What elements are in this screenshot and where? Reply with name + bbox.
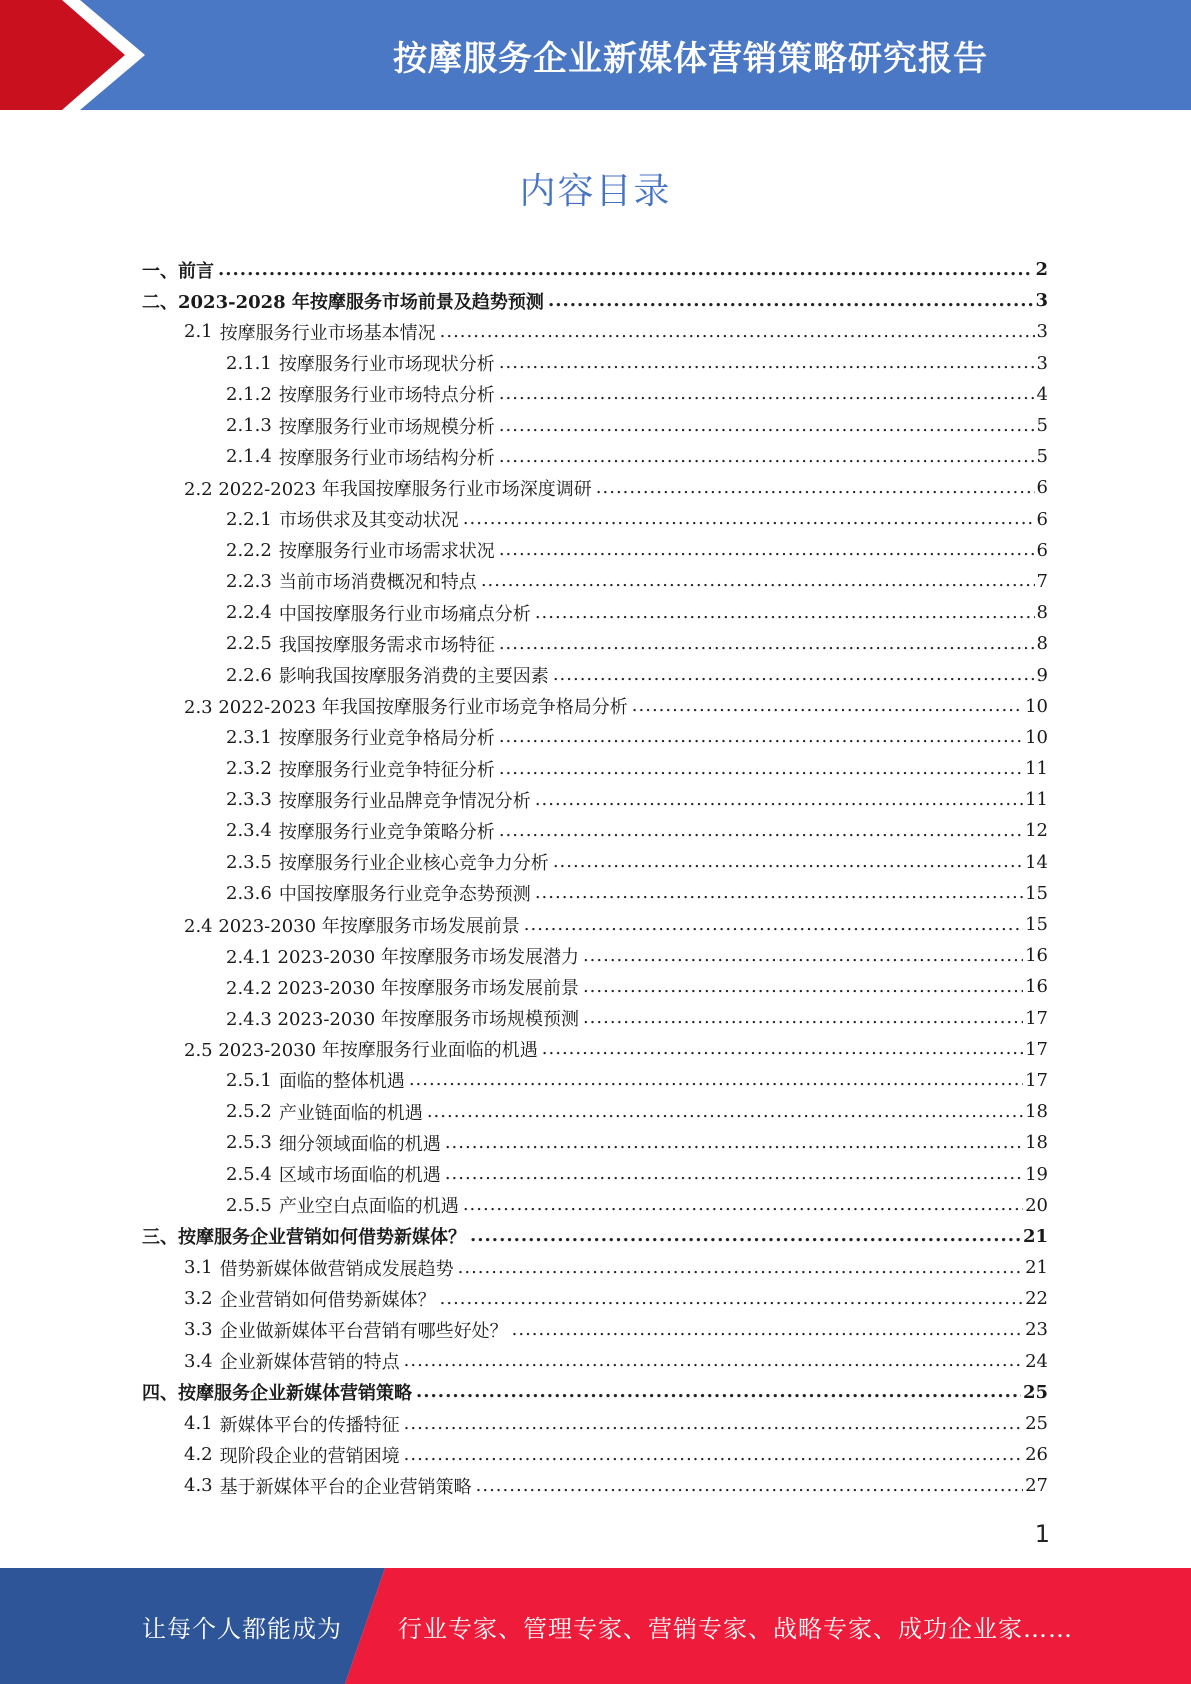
toc-entry-page: 11 [1025, 789, 1048, 811]
toc-dot-leader [404, 1413, 1023, 1435]
footer-slogan-left: 让每个人都能成为 [142, 1614, 342, 1643]
toc-entry-number: 3.4 [184, 1350, 213, 1372]
toc-entry-title: 中国按摩服务行业市场痛点分析 [278, 603, 531, 625]
toc-entry[interactable] [142, 659, 1048, 690]
toc-entry-title: 市场供求及其变动状况 [278, 510, 459, 532]
toc-dot-leader [553, 664, 1035, 686]
toc-entry[interactable] [142, 1221, 1048, 1252]
toc-entry-page: 10 [1025, 726, 1048, 748]
toc-entry-page: 15 [1025, 882, 1048, 904]
table-of-contents [142, 254, 1048, 1502]
toc-entry-page: 27 [1025, 1475, 1048, 1497]
toc-dot-leader [512, 1319, 1023, 1341]
toc-entry-number: 2.1.4 [226, 446, 272, 468]
toc-dot-leader [499, 446, 1035, 468]
toc-entry-page: 26 [1025, 1444, 1048, 1466]
toc-entry-number: 2.1.2 [226, 383, 272, 405]
toc-dot-leader [409, 1069, 1023, 1091]
toc-entry-page: 5 [1036, 446, 1048, 468]
toc-entry[interactable] [142, 1470, 1048, 1501]
toc-entry-page: 4 [1036, 383, 1048, 405]
toc-entry[interactable] [142, 379, 1048, 410]
toc-entry-title: 按摩服务行业市场规模分析 [278, 416, 495, 438]
toc-dot-leader [542, 1038, 1023, 1060]
toc-entry-title: 按摩服务行业竞争格局分析 [278, 728, 495, 750]
toc-dot-leader [553, 851, 1023, 873]
toc-dot-leader [583, 945, 1023, 967]
toc-entry[interactable] [142, 1065, 1048, 1096]
toc-entry-page: 8 [1036, 602, 1048, 624]
toc-entry-number: 2.2.6 [226, 664, 272, 686]
toc-entry-title: 按摩服务行业市场现状分析 [278, 354, 495, 376]
toc-dot-leader [476, 1475, 1023, 1497]
toc-entry[interactable] [142, 285, 1048, 316]
toc-entry[interactable] [142, 878, 1048, 909]
toc-entry-title: 面临的整体机遇 [278, 1071, 405, 1093]
toc-dot-leader [535, 602, 1035, 624]
toc-entry[interactable] [142, 1096, 1048, 1127]
toc-entry-number: 2.5.4 [226, 1163, 272, 1185]
toc-dot-leader [440, 1288, 1023, 1310]
toc-entry[interactable] [142, 254, 1048, 285]
toc-entry-title: 2.4.1 2023-2030 年按摩服务市场发展潜力 [226, 946, 579, 968]
toc-entry-page: 17 [1025, 1038, 1048, 1060]
toc-entry-number: 2.1 [184, 321, 213, 343]
toc-entry[interactable] [142, 722, 1048, 753]
toc-entry[interactable] [142, 1158, 1048, 1189]
toc-dot-leader [499, 383, 1035, 405]
toc-entry[interactable] [142, 971, 1048, 1002]
toc-entry-number: 3.2 [184, 1288, 213, 1310]
footer-banner [0, 1568, 1191, 1684]
toc-entry-page: 18 [1025, 1132, 1048, 1154]
toc-dot-leader [463, 1194, 1023, 1216]
toc-entry-page: 25 [1025, 1413, 1048, 1435]
toc-entry[interactable] [142, 472, 1048, 503]
toc-dot-leader [416, 1381, 1021, 1403]
toc-entry-title: 按摩服务行业市场特点分析 [278, 385, 495, 407]
toc-dot-leader [218, 259, 1033, 281]
toc-entry-page: 3 [1035, 290, 1048, 312]
toc-entry[interactable] [142, 940, 1048, 971]
toc-dot-leader [535, 789, 1023, 811]
toc-entry-page: 10 [1025, 695, 1048, 717]
toc-dot-leader [524, 914, 1023, 936]
toc-entry-page: 18 [1025, 1101, 1048, 1123]
toc-entry-page: 6 [1036, 539, 1048, 561]
toc-entry-title: 按摩服务行业企业核心竞争力分析 [278, 853, 549, 875]
toc-entry-title: 基于新媒体平台的企业营销策略 [219, 1476, 472, 1498]
toc-entry-page: 16 [1025, 945, 1048, 967]
toc-entry-title: 按摩服务行业品牌竞争情况分析 [278, 790, 531, 812]
toc-entry-page: 9 [1036, 664, 1048, 686]
header-banner [0, 0, 1191, 110]
toc-entry-number: 3.1 [184, 1257, 213, 1279]
toc-entry-number: 2.3.6 [226, 882, 272, 904]
toc-entry-title: 现阶段企业的营销困境 [219, 1445, 400, 1467]
toc-entry-page: 22 [1025, 1288, 1048, 1310]
toc-entry[interactable] [142, 753, 1048, 784]
toc-entry[interactable] [142, 691, 1048, 722]
toc-entry-title: 企业新媒体营销的特点 [219, 1352, 400, 1374]
toc-entry-title: 2.3 2022-2023 年我国按摩服务行业市场竞争格局分析 [184, 697, 628, 719]
header-arrow-icon [0, 0, 200, 110]
toc-entry[interactable] [142, 535, 1048, 566]
toc-entry-title: 2.4 2023-2030 年按摩服务市场发展前景 [184, 915, 520, 937]
toc-entry-number: 2.5.3 [226, 1132, 272, 1154]
toc-entry-number: 2.3.4 [226, 820, 272, 842]
toc-title: 内容目录 [519, 171, 672, 212]
toc-dot-leader [404, 1350, 1023, 1372]
toc-dot-leader [470, 1225, 1021, 1247]
toc-entry[interactable] [142, 410, 1048, 441]
toc-entry-title: 区域市场面临的机遇 [278, 1165, 441, 1187]
toc-entry[interactable] [142, 1252, 1048, 1283]
toc-entry-title: 新媒体平台的传播特征 [219, 1414, 400, 1436]
toc-dot-leader [499, 758, 1023, 780]
toc-entry-title: 按摩服务行业竞争策略分析 [278, 821, 495, 843]
toc-dot-leader [499, 415, 1035, 437]
header-title: 按摩服务企业新媒体营销策略研究报告 [393, 38, 988, 79]
toc-dot-leader [481, 570, 1035, 592]
toc-entry[interactable] [142, 1190, 1048, 1221]
toc-entry-number: 2.2.5 [226, 633, 272, 655]
toc-dot-leader [404, 1444, 1023, 1466]
toc-dot-leader [499, 726, 1023, 748]
toc-entry-page: 23 [1025, 1319, 1048, 1341]
toc-entry[interactable] [142, 1314, 1048, 1345]
toc-entry[interactable] [142, 1439, 1048, 1470]
toc-entry[interactable] [142, 1127, 1048, 1158]
toc-entry-number: 2.3.3 [226, 789, 272, 811]
toc-entry-page: 5 [1036, 415, 1048, 437]
toc-dot-leader [583, 976, 1023, 998]
toc-dot-leader [596, 477, 1035, 499]
toc-entry[interactable] [142, 597, 1048, 628]
toc-entry-title: 中国按摩服务行业竞争态势预测 [278, 884, 531, 906]
toc-entry-number: 2.5.2 [226, 1101, 272, 1123]
toc-dot-leader [499, 633, 1035, 655]
toc-entry-number: 2.3.1 [226, 726, 272, 748]
toc-entry-page: 21 [1025, 1257, 1048, 1279]
toc-entry[interactable] [142, 1003, 1048, 1034]
toc-entry-title: 当前市场消费概况和特点 [278, 572, 477, 594]
toc-dot-leader [445, 1132, 1023, 1154]
toc-dot-leader [583, 1007, 1023, 1029]
toc-entry-title: 一、前言 [142, 260, 214, 282]
toc-entry-title: 企业做新媒体平台营销有哪些好处？ [219, 1320, 508, 1342]
toc-entry-page: 17 [1025, 1069, 1048, 1091]
toc-entry-page: 3 [1036, 352, 1048, 374]
toc-entry-title: 按摩服务行业竞争特征分析 [278, 759, 495, 781]
toc-entry[interactable] [142, 909, 1048, 940]
toc-dot-leader [440, 321, 1035, 343]
toc-entry[interactable] [142, 504, 1048, 535]
toc-entry-page: 21 [1022, 1225, 1048, 1247]
toc-entry-page: 3 [1036, 321, 1048, 343]
toc-entry-number: 2.1.3 [226, 415, 272, 437]
toc-entry-number: 2.2.1 [226, 508, 272, 530]
toc-entry-title: 二、2023-2028 年按摩服务市场前景及趋势预测 [142, 291, 544, 313]
toc-entry-page: 12 [1025, 820, 1048, 842]
toc-dot-leader [458, 1257, 1023, 1279]
toc-entry-number: 2.2.2 [226, 539, 272, 561]
toc-entry[interactable] [142, 847, 1048, 878]
page-number: 1 [1034, 1520, 1050, 1548]
toc-entry-title: 按摩服务行业市场需求状况 [278, 541, 495, 563]
toc-entry-page: 6 [1036, 508, 1048, 530]
toc-entry-title: 2.4.3 2023-2030 年按摩服务市场规模预测 [226, 1009, 579, 1031]
toc-entry-title: 影响我国按摩服务消费的主要因素 [278, 666, 549, 688]
toc-entry-number: 2.1.1 [226, 352, 272, 374]
toc-entry[interactable] [142, 1346, 1048, 1377]
toc-entry[interactable] [142, 1377, 1048, 1408]
toc-dot-leader [445, 1163, 1023, 1185]
toc-entry[interactable] [142, 1408, 1048, 1439]
toc-entry-number: 4.1 [184, 1413, 213, 1435]
toc-entry-page: 19 [1025, 1163, 1048, 1185]
toc-entry-number: 2.2.4 [226, 602, 272, 624]
toc-entry-title: 细分领域面临的机遇 [278, 1133, 441, 1155]
toc-entry-number: 4.3 [184, 1475, 213, 1497]
toc-entry-number: 4.2 [184, 1444, 213, 1466]
toc-entry[interactable] [142, 628, 1048, 659]
toc-entry-page: 7 [1036, 570, 1048, 592]
toc-dot-leader [632, 695, 1023, 717]
toc-entry-page: 17 [1025, 1007, 1048, 1029]
toc-entry-page: 24 [1025, 1350, 1048, 1372]
toc-entry-title: 产业链面临的机遇 [278, 1102, 423, 1124]
toc-entry-page: 6 [1036, 477, 1048, 499]
toc-entry[interactable] [142, 815, 1048, 846]
toc-entry-page: 11 [1025, 758, 1048, 780]
toc-entry-title: 产业空白点面临的机遇 [278, 1196, 459, 1218]
toc-entry-number: 2.3.5 [226, 851, 272, 873]
toc-entry-title: 2.4.2 2023-2030 年按摩服务市场发展前景 [226, 977, 579, 999]
toc-entry-number: 2.3.2 [226, 758, 272, 780]
toc-entry[interactable] [142, 1283, 1048, 1314]
toc-dot-leader [548, 290, 1034, 312]
toc-entry[interactable] [142, 441, 1048, 472]
toc-entry-title: 三、按摩服务企业营销如何借势新媒体？ [142, 1227, 466, 1249]
toc-entry-title: 借势新媒体做营销成发展趋势 [219, 1258, 454, 1280]
toc-entry-page: 25 [1022, 1381, 1048, 1403]
toc-dot-leader [499, 820, 1023, 842]
toc-entry-title: 2.2 2022-2023 年我国按摩服务行业市场深度调研 [184, 478, 592, 500]
toc-dot-leader [427, 1101, 1023, 1123]
toc-entry-number: 2.2.3 [226, 570, 272, 592]
toc-entry[interactable] [142, 348, 1048, 379]
toc-dot-leader [499, 539, 1035, 561]
toc-dot-leader [535, 882, 1023, 904]
toc-entry-title: 按摩服务行业市场结构分析 [278, 447, 495, 469]
toc-entry-title: 按摩服务行业市场基本情况 [219, 322, 436, 344]
toc-entry-page: 2 [1035, 259, 1048, 281]
toc-entry-page: 8 [1036, 633, 1048, 655]
toc-entry-page: 16 [1025, 976, 1048, 998]
toc-entry-title: 四、按摩服务企业新媒体营销策略 [142, 1383, 412, 1405]
toc-entry-title: 我国按摩服务需求市场特征 [278, 634, 495, 656]
toc-entry-number: 2.5.5 [226, 1194, 272, 1216]
footer-slogan-right: 行业专家、管理专家、营销专家、战略专家、成功企业家…… [398, 1614, 1073, 1643]
toc-entry-page: 14 [1025, 851, 1048, 873]
toc-entry-page: 15 [1025, 914, 1048, 936]
toc-entry-title: 企业营销如何借势新媒体？ [219, 1289, 436, 1311]
toc-dot-leader [463, 508, 1035, 530]
toc-entry-title: 2.5 2023-2030 年按摩服务行业面临的机遇 [184, 1040, 538, 1062]
toc-entry[interactable] [142, 316, 1048, 347]
toc-entry-number: 2.5.1 [226, 1069, 272, 1091]
toc-entry-number: 3.3 [184, 1319, 213, 1341]
toc-dot-leader [499, 352, 1035, 374]
toc-entry[interactable] [142, 566, 1048, 597]
toc-entry-page: 20 [1025, 1194, 1048, 1216]
toc-entry[interactable] [142, 784, 1048, 815]
toc-entry[interactable] [142, 1034, 1048, 1065]
